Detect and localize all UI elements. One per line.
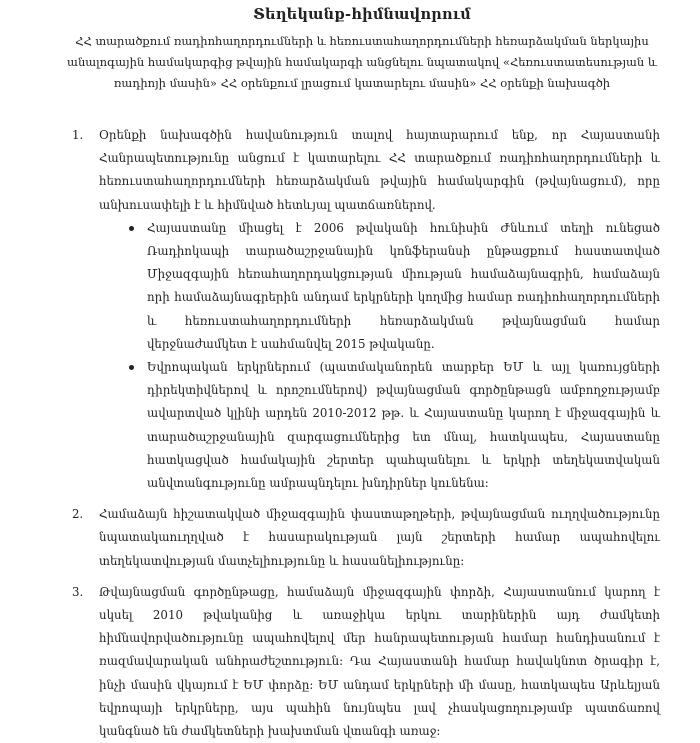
bullet-item-1: [99, 217, 660, 356]
bullet-text: Հայաստանը միացել է 2006 թվականի հունիսին Ժնևում տեղի ունեցած Ռադիոկապի տարածաշրջանային կոնֆերանսի ընթացքում հաստատված Միջազգային հեռահաղորդակցության միության համաձայնագրին, համաձայն որի համաձայնագրերին անդամ երկրների կողմից համար ռադիոհաղորդումների և հեռուստահաղորդումների հեռարձակման թվայնացման համար վերջնաժամկետ է սահմանվել 2015 թվականը.: [147, 220, 660, 351]
bullet-dot-icon: [129, 226, 134, 231]
bullet-list: [64, 217, 660, 495]
list-item-2: [64, 503, 660, 573]
document-title: Տեղեկանք-հիմնավորում: [253, 6, 471, 23]
item-number: 2.: [72, 507, 84, 522]
document-subtitle: ՀՀ տարածքում ռադիոհաղորդումների և հեռուստահաղորդումների հեռարձակման ներկայիս անալոգային համակարգից թվային համակարգի անցնելու նպատակով «Հեռուստատեսության և ռադիոյի մասին» ՀՀ օրենքում լրացում կատարելու մասին» ՀՀ օրենքի նախագծի: [67, 34, 657, 90]
item-text: Օրենքի նախագծին հավանություն տալով հայտարարում ենք, որ Հայաստանի Հանրապետությունը անցում է կատարելու ՀՀ տարածքում ռադիոհաղորդումների և հեռուստահաղորդումների հեռարձակման թվային համակարգին (թվայնացում), որը անխուսափելի է և հիմնված հետևյալ պատճառներով.: [99, 128, 660, 212]
bullet-text: Եվրոպական երկրներում (պատմականորեն տարբեր ԵՄ և այլ կառույցների դիրեկտիվներով և որոշումներով) թվայնացման գործընթացն ամբողջությամբ ավարտված կլինի արդեն 2010-2012 թթ. և Հայաստանը կարող է միջազգային և տարածաշրջանային զարգացումներից ետ մնալ, հատկապես, Հայաստանը հատկացված համակային շերտեր պահպանելու և երկրի տեղեկատվական անվտանգությունը ամրապնդելու խնդիրներ կունենա:: [147, 360, 660, 491]
item-number: 3.: [72, 584, 84, 599]
bullet-dot-icon: [129, 365, 134, 370]
item-text: Թվայնացման գործընթացը, համաձայն միջազգային փորձի, Հայաստանում կարող է սկսել 2010 թվականից և առաջիկա երկու տարիներին այդ ժամկետի հիմնավորվածությունը ապահովելով մեր հանրապետության համար հանդիսանում է ռազմավարական անհրաժեշտություն: Դա Հայաստանի համար հավակնոտ ծրագիր է, ինչի մասին վկայում է ԵՄ փորձը: ԵՄ անդամ երկրների մի մասը, հատկապես Արևելյան եվրոպայի երկրները, այս պահին նույնպես լավ չհասկացողությամբ պատճառով կանգնած են ժամկետների խախտման վտանգի առաջ:: [99, 584, 660, 739]
list-item-3: [64, 581, 660, 743]
list-item-1: [64, 124, 660, 217]
bullet-item-2: [99, 356, 660, 495]
item-number: 1.: [72, 128, 84, 142]
item-text: Համաձայն հիշատակված միջազգային փաստաթղթերի, թվայնացման ուղղվածությունը նպատակաուղղված է հասարակության լայն շերտերի համար ապահովելու տեղեկատվության մատչելիությունը և հասանելիությունը:: [99, 507, 660, 568]
